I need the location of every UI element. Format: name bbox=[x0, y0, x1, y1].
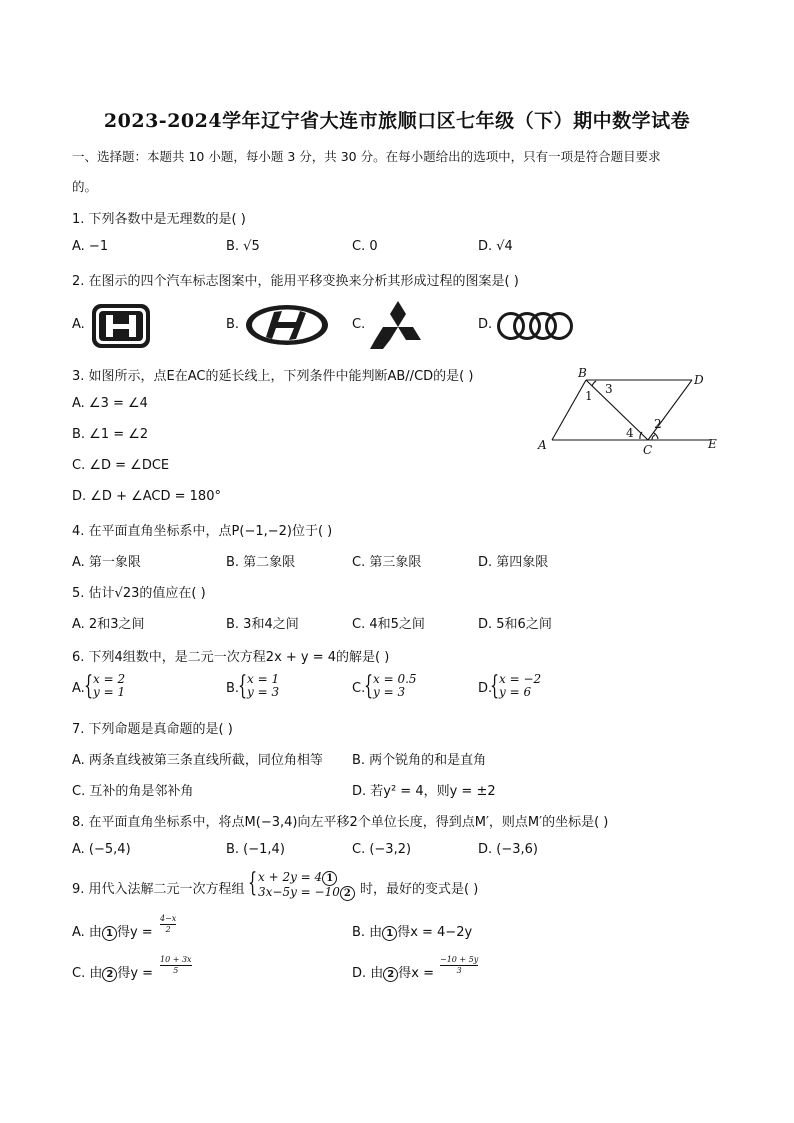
section-instruction: 一、选择题：本题共 10 小题，每小题 3 分，共 30 分。在每小题给出的选项中，只有一项是符合题目要求 bbox=[72, 149, 661, 164]
page-title: 2023-2024学年辽宁省大连市旅顺口区七年级（下）期中数学试卷 bbox=[103, 110, 691, 132]
q6-c-brace: { bbox=[364, 671, 374, 701]
q4-option-b: B. 第二象限 bbox=[226, 555, 296, 570]
q2-option-c: C. bbox=[352, 317, 366, 332]
q6-d-brace: { bbox=[490, 671, 500, 701]
question-3-stem: 3. 如图所示，点E在AC的延长线上，下列条件中能判断AB//CD的是( ) bbox=[72, 369, 474, 384]
question-9-stem-pre: 9. 用代入法解二元一次方程组 bbox=[72, 882, 245, 897]
q3-option-c: C. ∠D = ∠DCE bbox=[72, 458, 170, 473]
q5-option-d: D. 5和6之间 bbox=[478, 617, 552, 632]
q3-option-b: B. ∠1 = ∠2 bbox=[72, 427, 149, 442]
fig-angle-4: 4 bbox=[626, 426, 634, 440]
audi-logo-icon bbox=[496, 310, 576, 346]
honda-logo-icon bbox=[90, 302, 152, 354]
q5-option-b: B. 3和4之间 bbox=[226, 617, 299, 632]
q9-option-b: B. 由 1 得x = 4−2y bbox=[352, 925, 473, 940]
q2-option-a: A. bbox=[72, 317, 85, 332]
q8-option-a: A. (−5,4) bbox=[72, 842, 131, 857]
q9-equation-system: x + 2y = 4 1 3x−5y = −10 2 bbox=[258, 871, 355, 901]
q9-option-d: D. 由 2 得x = bbox=[352, 966, 434, 981]
q5-option-a: A. 2和3之间 bbox=[72, 617, 145, 632]
fig-angle-2: 2 bbox=[654, 417, 662, 431]
q9-brace: { bbox=[248, 868, 258, 898]
q3-geometry-figure bbox=[530, 362, 730, 466]
hyundai-logo-icon bbox=[244, 303, 330, 351]
q1-option-c: C. 0 bbox=[352, 239, 378, 254]
q3-option-d: D. ∠D + ∠ACD = 180° bbox=[72, 489, 221, 504]
q9-option-d-fraction: $\frac{-10 + 5y}{3}$ bbox=[440, 955, 479, 975]
q9-option-c: C. 由 2 得y = bbox=[72, 966, 154, 981]
mitsubishi-logo-icon bbox=[370, 299, 426, 355]
q7-option-a: A. 两条直线被第三条直线所截，同位角相等 bbox=[72, 753, 323, 768]
q3-option-a: A. ∠3 = ∠4 bbox=[72, 396, 148, 411]
q7-option-c: C. 互补的角是邻补角 bbox=[72, 784, 194, 799]
q6-option-c-system: x = 0.5 y = 3 bbox=[373, 672, 417, 699]
fig-label-c: C bbox=[643, 443, 653, 457]
q1-option-d: D. √4 bbox=[478, 239, 513, 254]
fig-label-e: E bbox=[708, 437, 717, 451]
q8-option-d: D. (−3,6) bbox=[478, 842, 538, 857]
q9-option-a: A. 由 1 得y = bbox=[72, 925, 153, 940]
q1-option-a: A. −1 bbox=[72, 239, 109, 254]
q4-option-a: A. 第一象限 bbox=[72, 555, 141, 570]
q6-option-b-label: B. bbox=[226, 681, 240, 696]
q6-a-brace: { bbox=[84, 671, 94, 701]
fig-angle-3: 3 bbox=[605, 382, 613, 396]
question-8-stem: 8. 在平面直角坐标系中，将点M(−3,4)向左平移2个单位长度，得到点M′，则点M′的坐标是( ) bbox=[72, 815, 609, 830]
q6-b-brace: { bbox=[238, 671, 248, 701]
q4-option-c: C. 第三象限 bbox=[352, 555, 422, 570]
fig-label-d: D bbox=[694, 373, 704, 387]
question-4-stem: 4. 在平面直角坐标系中，点P(−1,−2)位于( ) bbox=[72, 524, 333, 539]
question-2-stem: 2. 在图示的四个汽车标志图案中，能用平移变换来分析其形成过程的图案是( ) bbox=[72, 274, 519, 289]
fig-angle-1: 1 bbox=[585, 389, 593, 403]
q6-option-c-label: C. bbox=[352, 681, 366, 696]
q9-option-c-fraction: $\frac{10 + 3x}{5}$ bbox=[160, 955, 192, 975]
section-instruction-cont: 的。 bbox=[72, 179, 98, 194]
question-5-stem: 5. 估计√23的值应在( ) bbox=[72, 586, 206, 601]
q2-option-d: D. bbox=[478, 317, 493, 332]
question-7-stem: 7. 下列命题是真命题的是( ) bbox=[72, 722, 233, 737]
q7-option-b: B. 两个锐角的和是直角 bbox=[352, 753, 487, 768]
q2-option-b: B. bbox=[226, 317, 240, 332]
q5-option-c: C. 4和5之间 bbox=[352, 617, 425, 632]
q6-option-d-system: x = −2 y = 6 bbox=[499, 672, 542, 699]
q7-option-d: D. 若y² = 4，则y = ±2 bbox=[352, 784, 496, 799]
q6-option-d-label: D. bbox=[478, 681, 493, 696]
q9-option-a-fraction: $\frac{4-x}{2}$ bbox=[160, 914, 177, 934]
fig-label-b: B bbox=[578, 366, 587, 380]
q6-option-a-system: x = 2 y = 1 bbox=[93, 672, 126, 699]
question-1-stem: 1. 下列各数中是无理数的是( ) bbox=[72, 212, 246, 227]
q6-option-b-system: x = 1 y = 3 bbox=[247, 672, 280, 699]
fig-label-a: A bbox=[538, 438, 547, 452]
q4-option-d: D. 第四象限 bbox=[478, 555, 549, 570]
q6-option-a-label: A. bbox=[72, 681, 85, 696]
q8-option-b: B. (−1,4) bbox=[226, 842, 285, 857]
q1-option-b: B. √5 bbox=[226, 239, 260, 254]
question-9-stem-post: 时，最好的变式是( ) bbox=[360, 882, 479, 897]
q8-option-c: C. (−3,2) bbox=[352, 842, 412, 857]
question-6-stem: 6. 下列4组数中，是二元一次方程2x + y = 4的解是( ) bbox=[72, 650, 390, 665]
